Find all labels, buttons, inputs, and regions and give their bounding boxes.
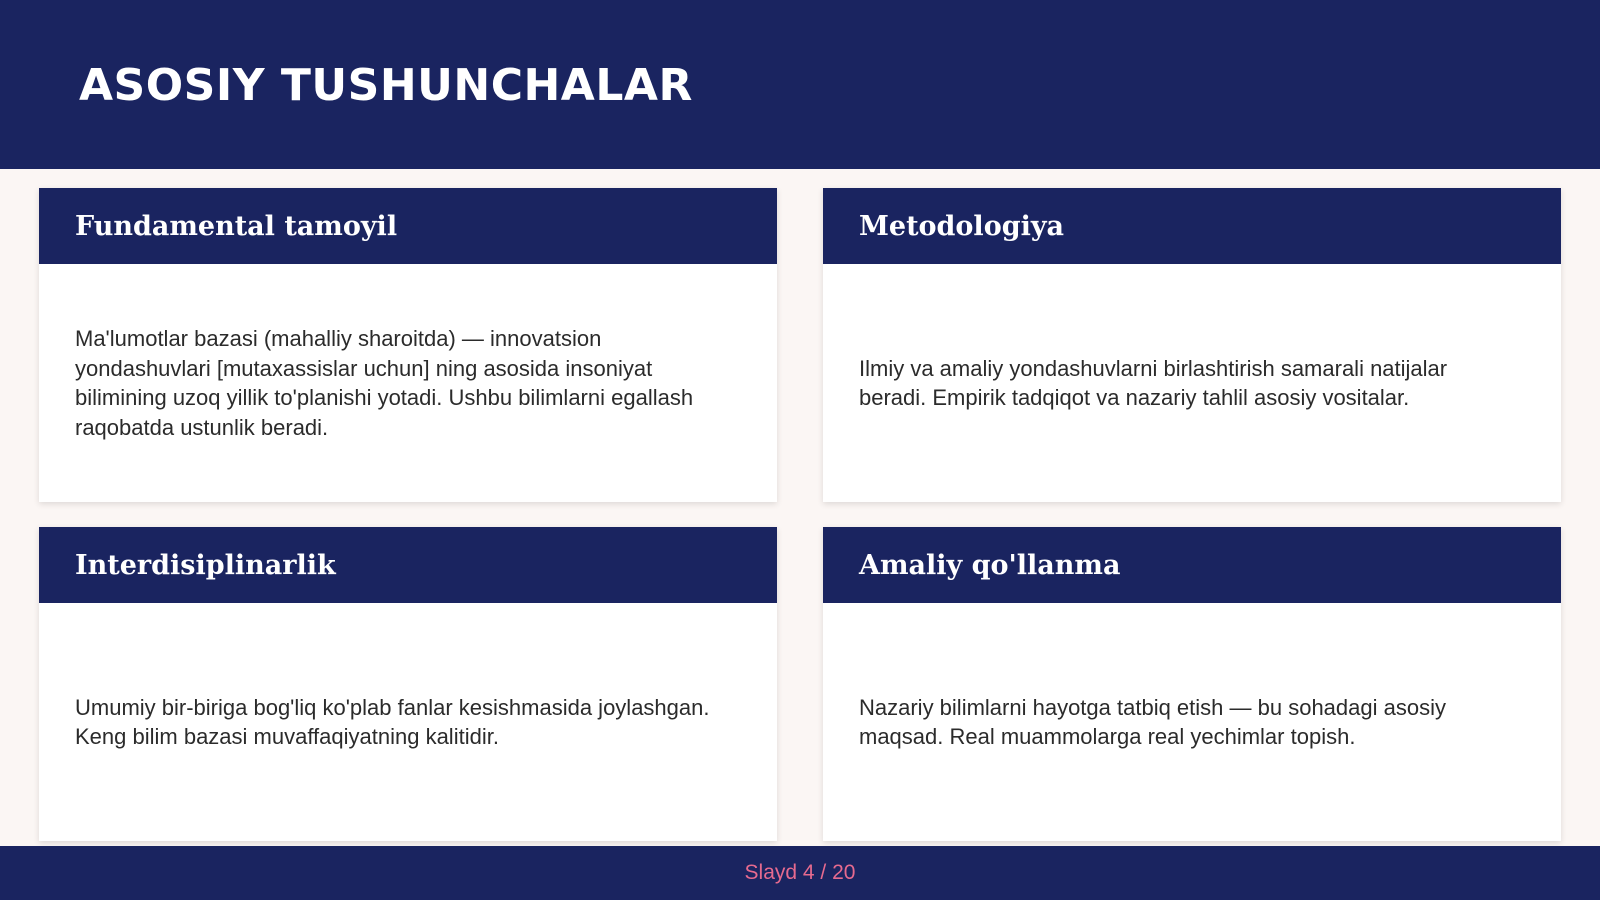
card-text: Ma'lumotlar bazasi (mahalliy sharoitda) — innovatsion yondashuvlari [mutaxassislar uchun] ning asosida insoniyat bilimining uzoq yillik to'planishi yotadi. Ushbu bilimlarni egallash raqobatda ustunlik beradi. xyxy=(75,326,694,440)
card-title: Interdisiplinarlik xyxy=(75,549,336,581)
card-amaliy-qollanma xyxy=(823,527,1561,841)
card-body xyxy=(823,603,1561,841)
card-body xyxy=(39,264,777,502)
card-title: Amaliy qo'llanma xyxy=(859,549,1121,581)
slide-counter: Slayd 4 / 20 xyxy=(744,861,856,884)
card-interdisiplinarlik xyxy=(39,527,777,841)
card-title: Metodologiya xyxy=(859,210,1065,242)
card-header xyxy=(823,188,1561,264)
card-header xyxy=(39,188,777,264)
slide-title: ASOSIY TUSHUNCHALAR xyxy=(79,60,693,111)
card-fundamental-tamoyil xyxy=(39,188,777,502)
card-metodologiya xyxy=(823,188,1561,502)
slide-header xyxy=(0,0,1600,169)
card-header xyxy=(39,527,777,603)
card-text: Nazariy bilimlarni hayotga tatbiq etish — bu sohadagi asosiy maqsad. Real muammolarga real yechimlar topish. xyxy=(859,694,1446,749)
card-body xyxy=(39,603,777,841)
slide-footer xyxy=(0,846,1600,900)
card-header xyxy=(823,527,1561,603)
card-text: Ilmiy va amaliy yondashuvlarni birlashtirish samarali natijalar beradi. Empirik tadqiqot va nazariy tahlil asosiy vositalar. xyxy=(859,355,1448,410)
card-title: Fundamental tamoyil xyxy=(75,210,398,242)
card-body xyxy=(823,264,1561,502)
card-text: Umumiy bir-biriga bog'liq ko'plab fanlar kesishmasida joylashgan. Keng bilim bazasi muvaffaqiyatning kalitidir. xyxy=(75,694,710,749)
